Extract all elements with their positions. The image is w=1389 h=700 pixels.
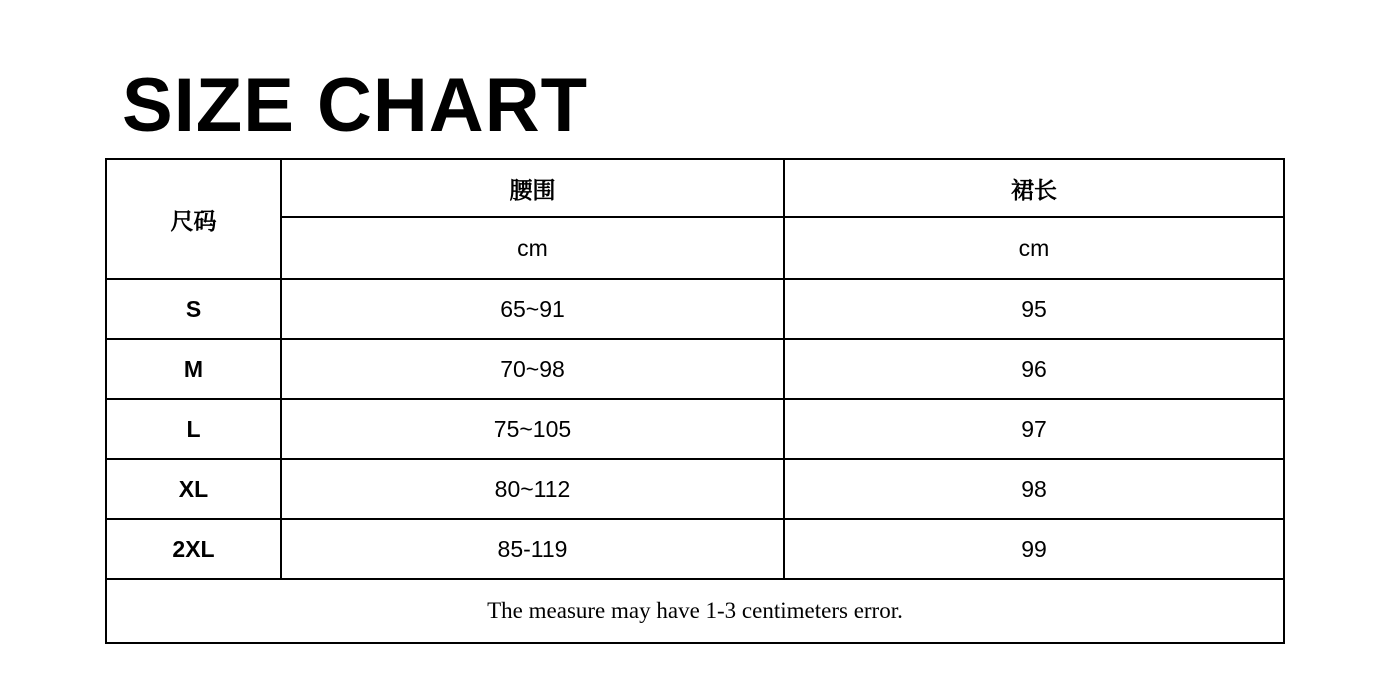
table-header-row [106,159,1284,217]
row-waist-value: 70~98 [281,339,784,399]
table-row [106,519,1284,579]
row-length-value: 97 [784,399,1284,459]
page-title: SIZE CHART [122,63,588,148]
row-waist-value: 75~105 [281,399,784,459]
row-size-label: XL [106,459,281,519]
table-row [106,459,1284,519]
table-row [106,279,1284,339]
column-header-length: 裙长 [784,159,1284,217]
size-chart-table [105,158,1285,644]
column-header-size: 尺码 [106,159,281,279]
table-row [106,339,1284,399]
row-size-label: S [106,279,281,339]
table-note-row [106,579,1284,643]
row-waist-value: 80~112 [281,459,784,519]
row-waist-value: 65~91 [281,279,784,339]
row-size-label: L [106,399,281,459]
row-length-value: 95 [784,279,1284,339]
column-header-waist: 腰围 [281,159,784,217]
row-size-label: 2XL [106,519,281,579]
table-row [106,399,1284,459]
size-chart-table-container [105,158,1283,644]
row-size-label: M [106,339,281,399]
row-length-value: 98 [784,459,1284,519]
row-length-value: 99 [784,519,1284,579]
table-unit-row [106,217,1284,279]
row-waist-value: 85-119 [281,519,784,579]
unit-length: cm [784,217,1284,279]
measurement-note: The measure may have 1-3 centimeters error. [106,579,1284,643]
row-length-value: 96 [784,339,1284,399]
unit-waist: cm [281,217,784,279]
